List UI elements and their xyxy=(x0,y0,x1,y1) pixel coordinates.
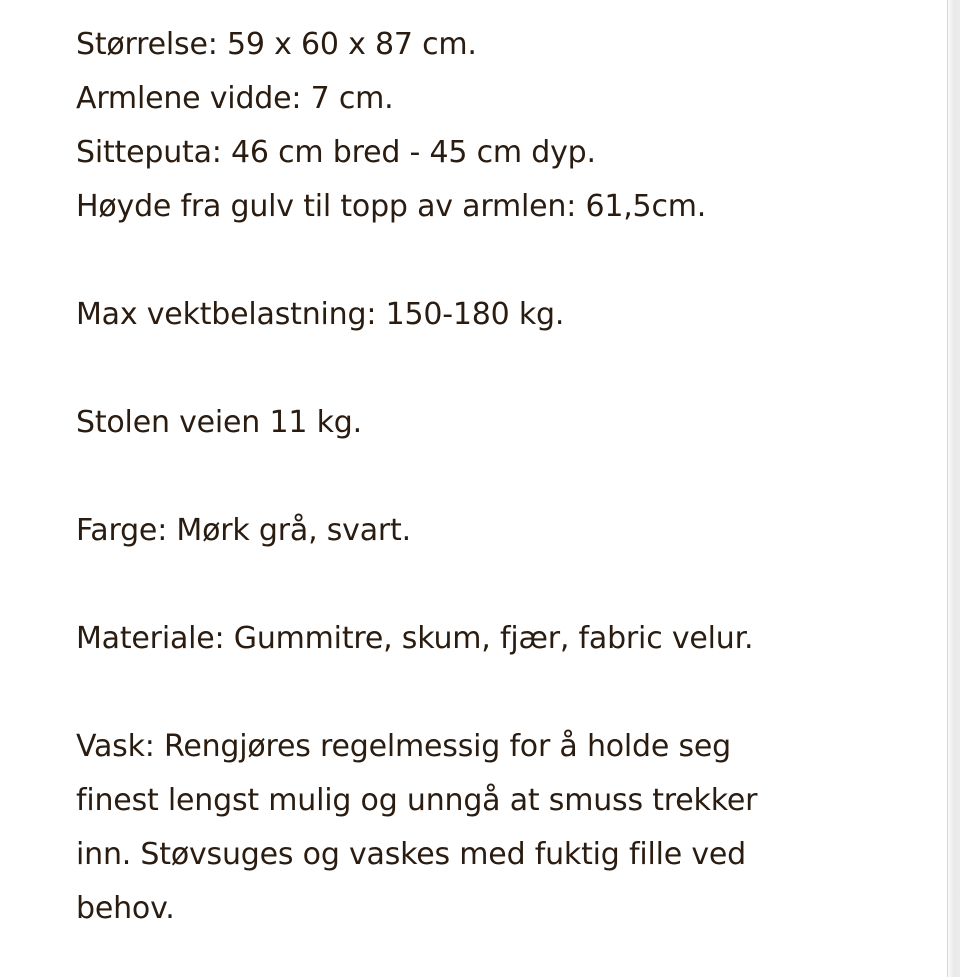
material-text: Materiale: Gummitre, skum, fjær, fabric velur. xyxy=(76,621,754,656)
weight-paragraph xyxy=(76,396,886,450)
color-text: Farge: Mørk grå, svart. xyxy=(76,513,411,548)
material-paragraph xyxy=(76,612,886,666)
color-paragraph xyxy=(76,504,886,558)
specs-paragraph xyxy=(76,18,886,234)
max-load-text: Max vektbelastning: 150-180 kg. xyxy=(76,297,565,332)
armrest-height-text: Høyde fra gulv til topp av armlen: 61,5cm. xyxy=(76,189,707,224)
armrest-width-text: Armlene vidde: 7 cm. xyxy=(76,81,394,116)
care-line: Vask: Rengjøres regelmessig for å holde seg xyxy=(76,729,732,764)
weight-text: Stolen veien 11 kg. xyxy=(76,405,362,440)
product-description xyxy=(76,18,886,936)
scrollbar-track[interactable] xyxy=(946,0,960,977)
size-text: Størrelse: 59 x 60 x 87 cm. xyxy=(76,27,477,62)
seat-cushion-text: Sitteputa: 46 cm bred - 45 cm dyp. xyxy=(76,135,596,170)
scrollbar-edge-line xyxy=(947,0,948,977)
care-line: behov. xyxy=(76,891,175,926)
care-line: finest lengst mulig og unngå at smuss trekker xyxy=(76,783,758,818)
max-load-paragraph xyxy=(76,288,886,342)
care-paragraph xyxy=(76,720,886,936)
care-line: inn. Støvsuges og vaskes med fuktig fille ved xyxy=(76,837,746,872)
